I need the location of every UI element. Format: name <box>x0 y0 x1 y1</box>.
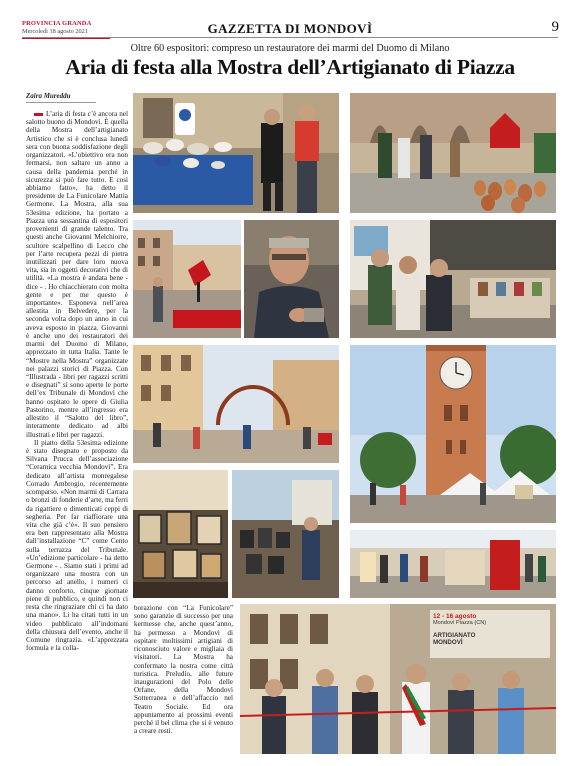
photo-framed-artworks <box>133 470 228 598</box>
photo-visitors-stands <box>350 220 556 338</box>
event-banner <box>433 613 549 657</box>
article-author: Zaira Mureddu <box>26 92 71 100</box>
header-divider <box>22 37 558 38</box>
banner-dates: 12 - 16 agosto <box>433 613 477 620</box>
article-paragraph-3: borazione con “La Funicolare” sono garanzie di successo per una kermesse che, anche quest’anno, ha permesso a Mondovì di ospitare moltissimi artigiani di riconosciuto valore e migliaia di visitatori. La Mostra ha confermato la nostra come città turistica. Preludio, alle future inaugurazioni del Polo delle Orfane, della Mondovì Sotterranea e dell’affaccio nel Teatro Sociale. Ed ora appuntamento ai prossimi eventi perché il bel clima che si è venuto a creare resti. <box>134 604 233 736</box>
photo-piazza-sculpture <box>133 220 241 338</box>
photo-street-pottery <box>350 93 556 213</box>
lead-marker <box>34 113 43 116</box>
newspaper-name: GAZZETTA DI MONDOVÌ <box>207 21 373 36</box>
article-kicker: Oltre 60 espositori: compreso un restauratore dei marmi del Duomo di Milano <box>130 43 450 54</box>
article-column-2 <box>134 604 233 752</box>
page-number: 9 <box>551 19 559 35</box>
banner-title: ARTIGIANATO <box>433 632 476 639</box>
article-column-1 <box>26 110 128 756</box>
photo-sculptor-portrait <box>244 220 339 338</box>
photo-small-frames-booth <box>232 470 339 598</box>
section-name: PROVINCIA GRANDA <box>22 20 92 27</box>
banner-location: Mondovì Piazza (CN) <box>433 620 487 626</box>
article-headline: Aria di festa alla Mostra dell’Artigianato di Piazza <box>65 55 515 79</box>
issue-date: Mercoledì 18 agosto 2021 <box>22 28 88 35</box>
article-paragraph-1: L’aria di festa c’è ancora nel salotto buono di Mondovì. È quella della Mostra dell’artigianato Artistico che si è conclusa lunedì sera con buona soddisfazione degli organizzatori. «L’obiettivo era non fermarsi, non saltare un anno a causa della pandemia perché in sicurezza si può fare tutto. E così abbiamo fatto», ha detto il presidente de La Funicolare Mattia Germone. La Mostra, alla sua 53esima edizione, ha portato a Piazza una sessantina di espositori provenienti di grande talento. Tra questi anche Giovanni Melchiorre, scultore scalpellino di Lecco che per l’arte recupera pezzi di pietra inutilizzati per dare loro nuova vita, sia in oggetti decorativi che di utilità. «La mostra è andata bene - dice - . Ho chiacchierato con molta gente e per me questo è importante». Esponeva nell’area allestita in Belvedere, per la seconda volta dopo un anno in cui aveva esposto in piazza. Giovanni è anche uno dei restauratori dei marmi del Duomo di Milano, apprezzato in tutta Italia. Tante le “Mostre nella Mostra” organizzate nei palazzi storici di Piazza. Con “Illustrada - libri per ragazzi scritti e disegnati” si sono aperte le porte dell’ex Tribunale di Mondovì che hanno ospitato le opere di Giulia Pastorino, mentre all’ingresso era allestito il “Salotto del libro”, interamente dedicato ad albi illustrati e libri per ragazzi. <box>26 110 128 439</box>
photo-inauguration <box>240 604 556 754</box>
photo-tents-crowd <box>350 530 556 598</box>
photo-clock-tower <box>350 345 556 523</box>
photo-installation-terrace <box>133 345 339 463</box>
author-divider <box>26 102 96 103</box>
photo-ceramics-stand <box>133 93 339 213</box>
article-paragraph-2: Il piatto della 53esima edizione è stato disegnato e proposto da Silvana Prucca dell’associazione “Ceramica vecchia Mondovì”. Era dedicato all’artista monregalese Corrado Ambrogio, recentemente scomparso. «Non marmi di Carrara o bronzi di fonderie d’arte, ma ferri da rigattiere o dimenticati ceppi di segheria. Per far riaffiorare una vita che già c’è». Il suo pensiero era ben rappresentato alla Mostra dall’installazione “C” come Cento sulla terrazza del Tribunale. «Un’edizione particolare - ha detto Germone - . Siamo stati i primi ad organizzare una mostra con un percorso ad anello, i numeri ci danno conforto, cinque giornate piene di pubblico, e quindi non ci resta che ringraziare chi ci ha dato una mano». Li ha citati tutti in un video pubblicato all’indomani della chiusura dell’evento, anche il Comune ringrazia. «L’apprezzata formula e la colla- <box>26 438 128 653</box>
banner-city: MONDOVÌ <box>433 639 463 646</box>
